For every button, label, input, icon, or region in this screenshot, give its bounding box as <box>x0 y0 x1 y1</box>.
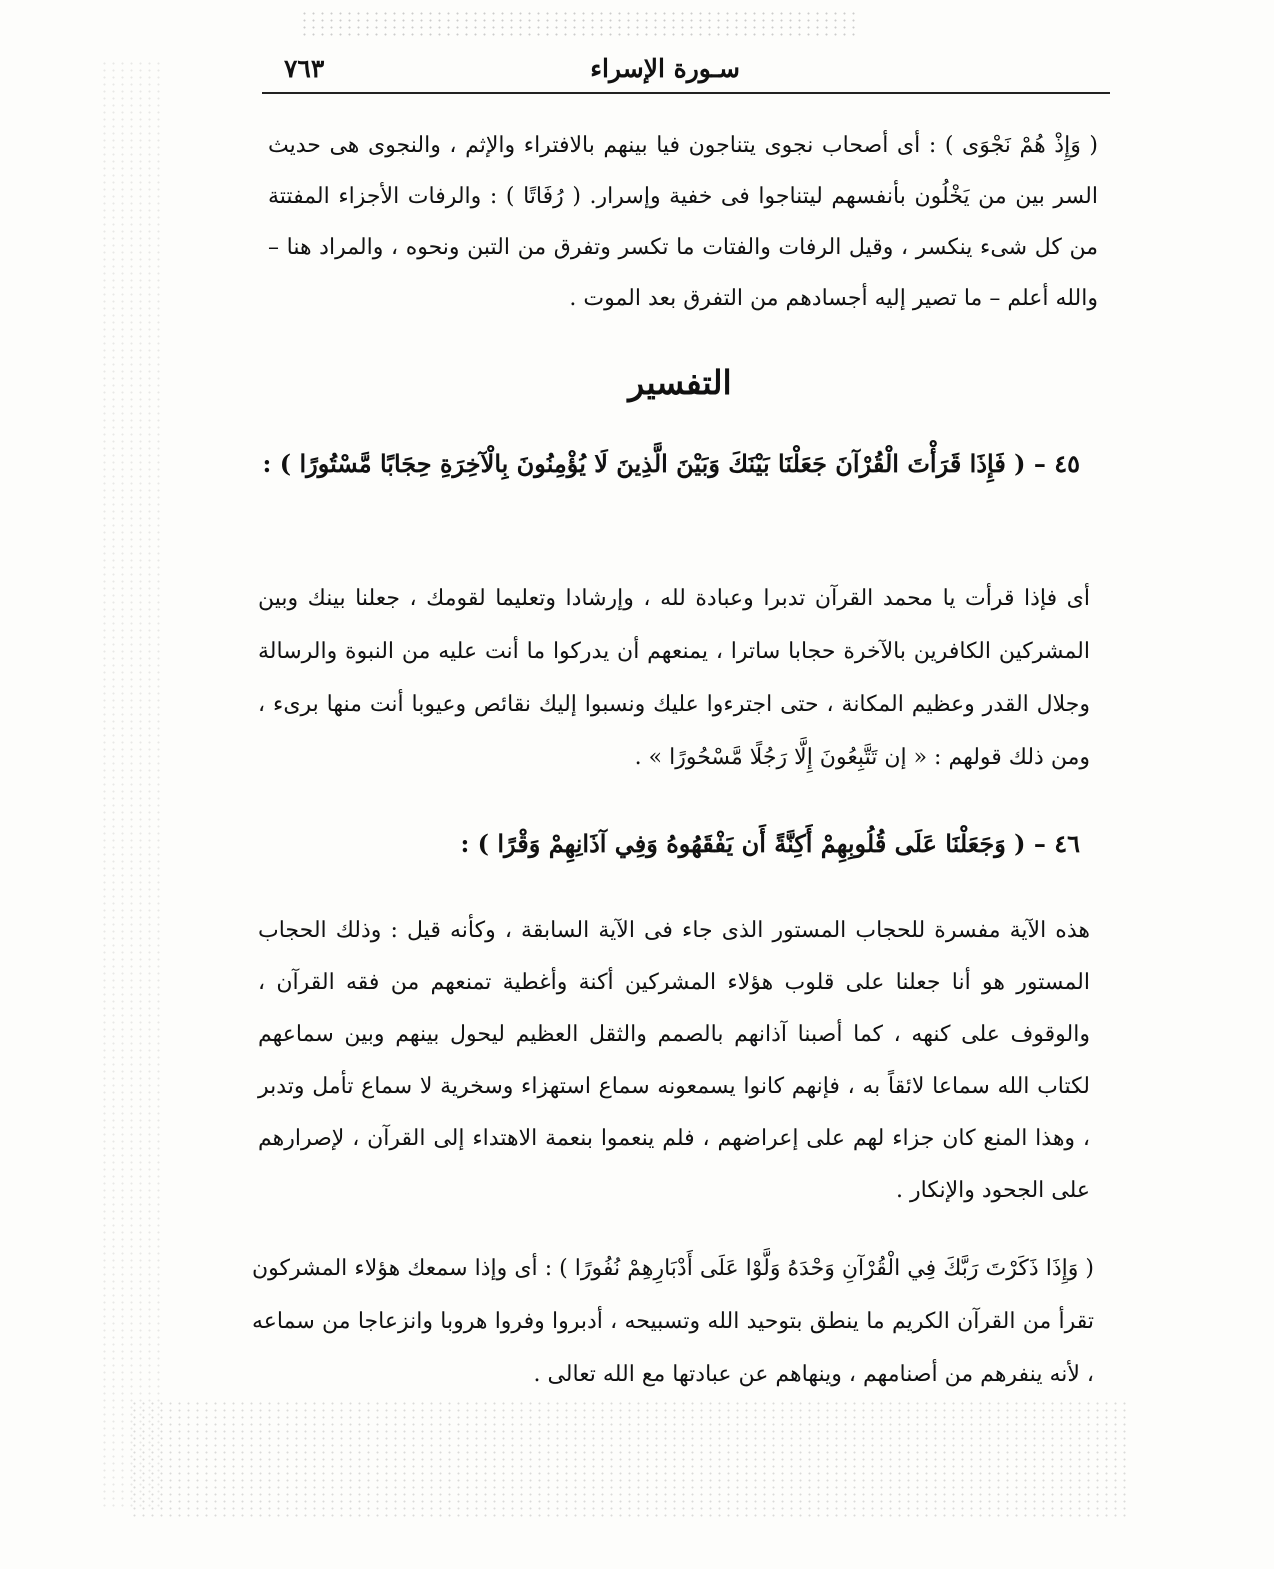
section-title: التفسير <box>628 363 732 402</box>
verse-46: ٤٦ – ( وَجَعَلْنَا عَلَى قُلُوبِهِمْ أَكِنَّةً أَن يَفْقَهُوهُ وَفِي آذَانِهِمْ وَقْرًا ) : <box>460 829 1080 858</box>
scan-noise-left <box>100 60 160 1510</box>
surah-name: سـورة الإسراء <box>590 54 740 83</box>
vocabulary-gloss: ( وَإِذْ هُمْ نَجْوَى ) : أى أصحاب نجوى يتناجون فيا بينهم بالافتراء والإثم ، والنجوى هى حديث السر بين من يَخْلُون بأنفسهم ليتناجوا فى خفية وإسرار. ( رُفَاتًا ) : والرفات الأجزاء المفتتة من كل شىء ينكسر ، وقيل الرفات والفتات ما تكسر وتفرق من التبن ونحوه ، والمراد هنا – والله أعلم – ما تصير إليه أجسادهم من التفرق بعد الموت . <box>268 133 1098 311</box>
tafsir-45: أى فإذا قرأت يا محمد القرآن تدبرا وعبادة لله ، وإرشادا وتعليما لقومك ، جعلنا بينك وبين المشركين الكافرين بالآخرة حجابا ساترا ، يمنعهم أن يدركوا ما أنت عليه من النبوة والرسالة وجلال القدر وعظيم المكانة ، حتى اجترءوا عليك ونسبوا إليك نقائص وعيوبا أنت منها برىء ، ومن ذلك قولهم : « إن تَتَّبِعُونَ إِلَّا رَجُلًا مَّسْحُورًا » . <box>258 586 1090 770</box>
verse-45: ٤٥ – ( فَإِذَا قَرَأْتَ الْقُرْآنَ جَعَلْنَا بَيْنَكَ وَبَيْنَ الَّذِينَ لَا يُؤْمِنُونَ بِالْآخِرَةِ حِجَابًا مَّسْتُورًا ) : <box>262 449 1080 478</box>
header-rule <box>262 92 1110 94</box>
page-number: ٧٦٣ <box>284 54 325 83</box>
scan-noise-top <box>300 10 860 40</box>
tafsir-46: هذه الآية مفسرة للحجاب المستور الذى جاء فى الآية السابقة ، وكأنه قيل : وذلك الحجاب المستور هو أنا جعلنا على قلوب هؤلاء المشركين أكنة وأغطية تمنعهم من فقه القرآن ، والوقوف على كنهه ، كما أصبنا آذانهم بالصمم والثقل العظيم ليحول بينهم وبين سماعهم لكتاب الله سماعا لائقاً به ، فإنهم كانوا يسمعونه سماع استهزاء وسخرية لا سماع تأمل وتدبر ، وهذا المنع كان جزاء لهم على إعراضهم ، فلم ينعموا بنعمة الاهتداء إلى القرآن ، لإصرارهم على الجحود والإنكار . <box>258 918 1090 1203</box>
scan-noise-bottom <box>130 1400 1130 1520</box>
verse-explanation: ( وَإِذَا ذَكَرْتَ رَبَّكَ فِي الْقُرْآنِ وَحْدَهُ وَلَّوْا عَلَى أَدْبَارِهِمْ نُفُورًا ) : أى وإذا سمعك هؤلاء المشركون تقرأ من القرآن الكريم ما ينطق بتوحيد الله وتسبيحه ، أدبروا وفروا هروبا وانزعاجا من سماعه ، لأنه ينفرهم من أصنامهم ، وينهاهم عن عبادتها مع الله تعالى . <box>252 1256 1094 1387</box>
page-header <box>262 52 1110 90</box>
